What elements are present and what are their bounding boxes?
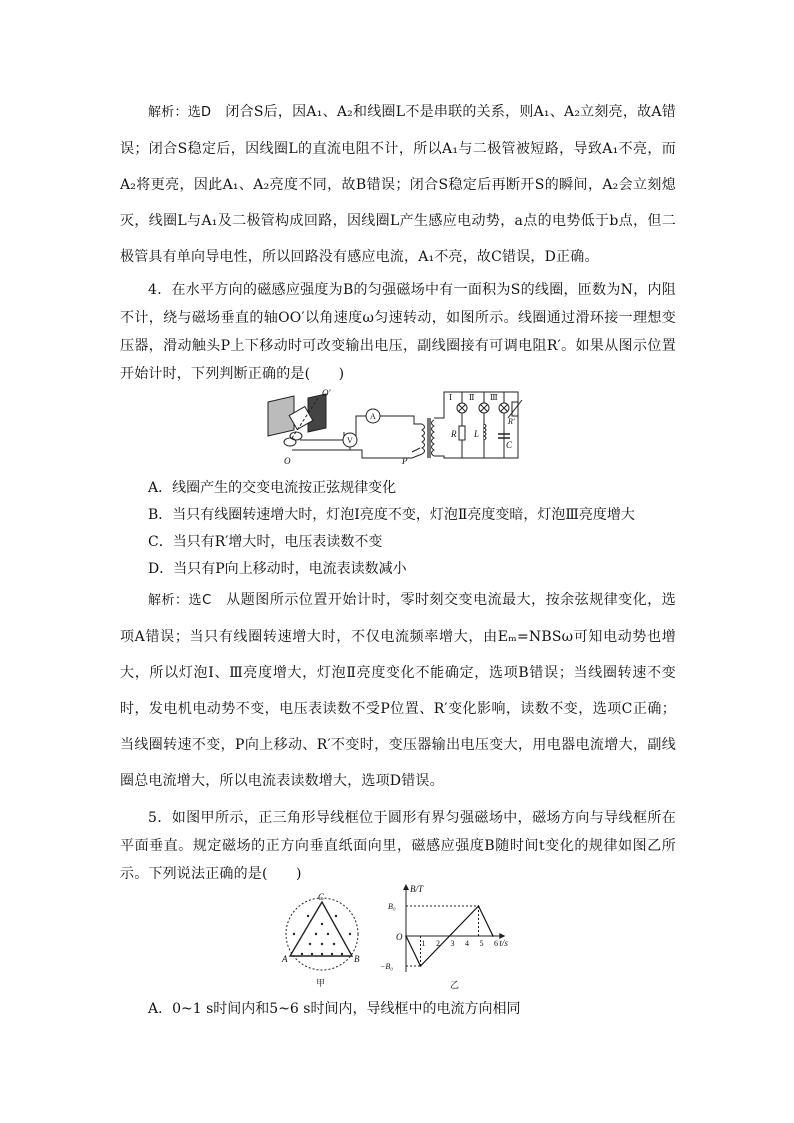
slider-p bbox=[412, 448, 420, 452]
label-a-vertex: A bbox=[282, 954, 288, 964]
label-lamp-2: Ⅱ bbox=[469, 393, 475, 402]
label-p: P bbox=[402, 456, 408, 466]
series-point-3 bbox=[492, 935, 494, 937]
label-c: C bbox=[506, 440, 513, 450]
q5-figure-yi-chart bbox=[376, 884, 556, 992]
triangle-frame bbox=[290, 902, 352, 956]
analysis-3-label: 解析：选D bbox=[148, 105, 212, 120]
x-tick-5: 5 bbox=[479, 939, 484, 948]
y-tick-b0: B₀ bbox=[388, 902, 396, 911]
origin-label: O bbox=[396, 932, 403, 942]
analysis-4-label: 解析：选C bbox=[148, 593, 212, 608]
label-lamp-3: Ⅲ bbox=[490, 393, 498, 402]
analysis-3-text: 闭合S后，因A₁、A₂和线圈L不是串联的关系，则A₁、A₂立刻亮，故A错误；闭合S稳定后，因线圈L的直流电阻不计，所以A₁与二极管被短路，导致A₁不亮，而A₂将更亮，因此A₁、A₂亮度不同，故B错误；闭合S稳定后再断开S的瞬间，A₂会立刻熄灭，线圈L与A₁及二极管构成回路，因线圈L产生感应电动势，a点的电势低于b点，但二极管具有单向导电性，所以回路没有感应电流，A₁不亮，故C错误，D正确。 bbox=[120, 104, 676, 265]
caption-yi: 乙 bbox=[450, 980, 460, 990]
primary-coil bbox=[422, 424, 425, 454]
analysis-4-text: 从题图所示位置开始计时，零时刻交变电流最大，按余弦规律变化，选项A错误；当只有线圈转速增大时，不仅电流频率增大，由Eₘ=NBSω可知电动势也增大，所以灯泡Ⅰ、Ⅲ亮度增大，灯泡Ⅱ亮度变化不能确定，选项B错误；当线圈转速不变时，发电机电动势不变，电压表读数不受P位置、R′变化影响，读数不变，选项C正确；当线圈转速不变，P向上移动、R′不变时，变压器输出电压变大，用电器电流增大，副线圈总电流增大，所以电流表读数增大，选项D错误。 bbox=[120, 592, 677, 789]
q4-option-a: A．线圈产生的交变电流按正弦规律变化 bbox=[148, 480, 397, 496]
slip-ring-2 bbox=[284, 438, 296, 446]
label-r-prime: R′ bbox=[508, 417, 515, 426]
label-c-vertex: C bbox=[318, 892, 325, 902]
q4-option-d: D．当只有P向上移动时，电流表读数减小 bbox=[148, 561, 407, 577]
label-l: L bbox=[474, 429, 480, 439]
series-point-1 bbox=[420, 965, 422, 967]
y-axis-arrow bbox=[403, 884, 409, 890]
q4-circuit-figure bbox=[262, 388, 524, 470]
x-tick-2: 2 bbox=[436, 939, 440, 948]
label-voltmeter: V bbox=[347, 436, 353, 445]
analysis-3 bbox=[120, 94, 676, 275]
secondary-coil bbox=[432, 420, 435, 456]
q4-option-c: C．当只有R′增大时，电压表读数不变 bbox=[148, 534, 383, 550]
x-tick-4: 4 bbox=[465, 939, 469, 948]
magnetic-field-region bbox=[286, 898, 358, 970]
field-dots bbox=[293, 915, 351, 955]
x-axis-label: t/s bbox=[499, 938, 508, 948]
y-tick-neg-b0: −B₀ bbox=[380, 962, 394, 971]
resistor-r bbox=[459, 426, 465, 440]
x-tick-1: 1 bbox=[421, 939, 426, 948]
series-point-2 bbox=[478, 905, 480, 907]
label-ammeter: A bbox=[370, 412, 376, 421]
x-tick-3: 3 bbox=[450, 939, 455, 948]
y-axis-label: B/T bbox=[410, 884, 424, 894]
caption-jia: 甲 bbox=[316, 978, 326, 988]
q4-option-b: B．当只有线圈转速增大时，灯泡Ⅰ亮度不变，灯泡Ⅱ亮度变暗，灯泡Ⅲ亮度增大 bbox=[148, 507, 635, 523]
label-o-top: O′ bbox=[322, 388, 331, 398]
slip-ring-1 bbox=[290, 432, 302, 440]
label-r: R bbox=[451, 429, 457, 439]
label-o-bottom: O bbox=[284, 456, 291, 466]
label-lamp-1: Ⅰ bbox=[449, 393, 453, 402]
question-5: 5．如图甲所示，正三角形导线框位于圆形有界匀强磁场中，磁场方向与导线框所在平面垂直。规定磁场的正方向垂直纸面向里，磁感应强度B随时间t变化的规律如图乙所示。下列说法正确的是( ) bbox=[120, 810, 676, 882]
q5-figure-jia bbox=[280, 890, 364, 990]
analysis-4 bbox=[120, 582, 676, 799]
x-tick-6: 6 bbox=[494, 939, 498, 948]
question-4: 4．在水平方向的磁感应强度为B的匀强磁场中有一面积为S的线圈，匝数为N，内阻不计，绕与磁场垂直的轴OO′以角速度ω匀速转动，如图所示。线圈通过滑环接一理想变压器，滑动触头P上下移动时可改变输出电压，副线圈接有可调电阻R′。如果从图示位置开始计时，下列判断正确的是( ) bbox=[120, 282, 676, 382]
inductor-l bbox=[484, 424, 486, 440]
q5-option-a: A．0~1 s时间内和5~6 s时间内，导线框中的电流方向相同 bbox=[148, 1001, 521, 1017]
series-point-0 bbox=[405, 935, 407, 937]
label-b-vertex: B bbox=[354, 954, 360, 964]
